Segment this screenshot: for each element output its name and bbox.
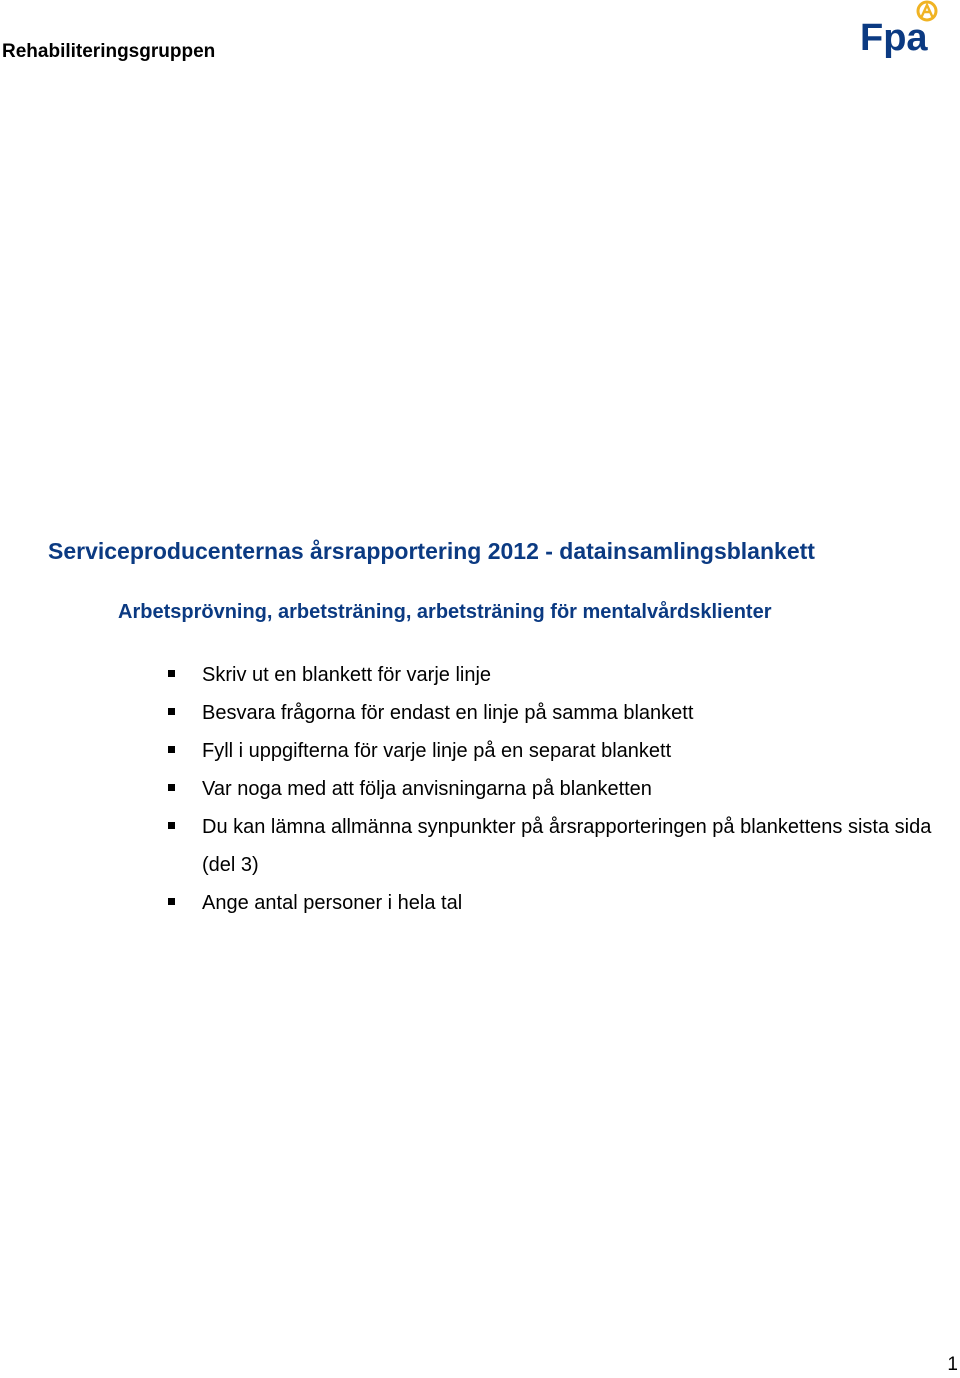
bullet-square-icon <box>168 822 175 829</box>
instruction-item <box>168 808 938 884</box>
instruction-item <box>168 770 938 808</box>
bullet-square-icon <box>168 784 175 791</box>
instruction-text: Ange antal personer i hela tal <box>202 892 463 914</box>
document-title: Serviceproducenternas årsrapportering 2012 - datainsamlingsblankett <box>48 538 815 564</box>
bullet-square-icon <box>168 708 175 715</box>
document-subtitle: Arbetsprövning, arbetsträning, arbetsträning för mentalvårdsklienter <box>118 601 772 623</box>
instruction-list <box>168 656 938 922</box>
instruction-text: Besvara frågorna för endast en linje på samma blankett <box>202 702 694 724</box>
instruction-item <box>168 694 938 732</box>
fpa-logo <box>858 0 940 58</box>
bullet-square-icon <box>168 898 175 905</box>
instruction-text: Skriv ut en blankett för varje linje <box>202 664 492 686</box>
department-name: Rehabiliteringsgruppen <box>2 41 216 62</box>
logo-wordmark: Fpa <box>860 17 928 58</box>
instruction-item <box>168 884 938 922</box>
instruction-text: Du kan lämna allmänna synpunkter på årsrapporteringen på blankettens sista sida (del 3) <box>202 816 932 876</box>
bullet-square-icon <box>168 670 175 677</box>
instruction-text: Var noga med att följa anvisningarna på blanketten <box>202 778 652 800</box>
instruction-item <box>168 732 938 770</box>
bullet-square-icon <box>168 746 175 753</box>
page-number: 1 <box>947 1354 958 1375</box>
instruction-item <box>168 656 938 694</box>
instruction-text: Fyll i uppgifterna för varje linje på en separat blankett <box>202 740 672 762</box>
